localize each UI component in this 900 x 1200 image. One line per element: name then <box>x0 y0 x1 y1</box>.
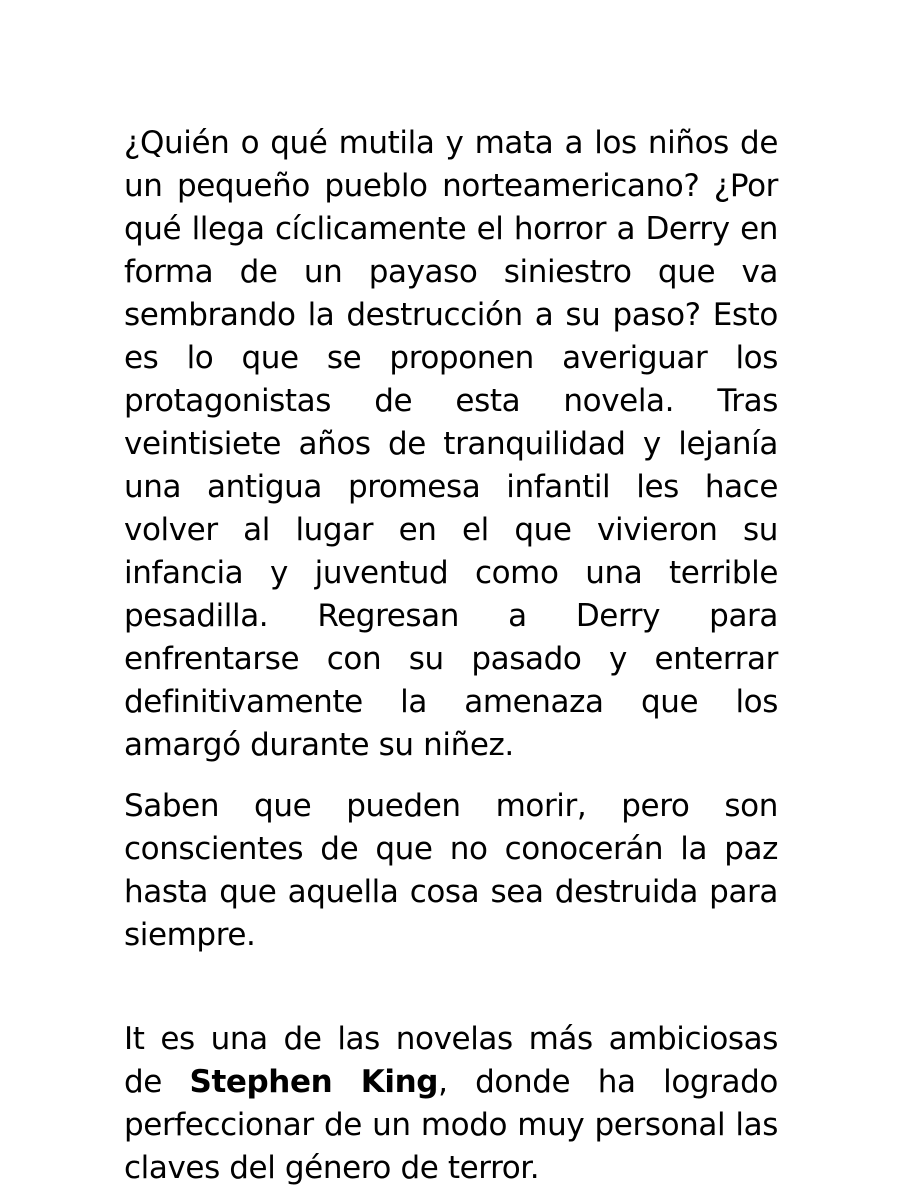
author-name: Stephen King <box>189 1064 439 1100</box>
paragraph-stakes: Saben que pueden morir, pero son conscientes de que no conocerán la paz hasta que aquella cosa sea destruida para siempre. <box>124 788 778 953</box>
paragraph-author-note <box>124 1018 778 1190</box>
author-note-text-before: It es una de las novelas más ambiciosas de <box>124 1021 778 1100</box>
body-text <box>124 122 778 1190</box>
author-note-text-after: , donde ha logrado perfeccionar de un modo muy personal las claves del género de terror. <box>124 1064 778 1186</box>
paragraph-synopsis: ¿Quién o qué mutila y mata a los niños de un pequeño pueblo norteamericano? ¿Por qué llega cíclicamente el horror a Derry en forma de un payaso siniestro que va sembrando la destrucción a su paso? Esto es lo que se proponen averiguar los protagonistas de esta novela. Tras veintisiete años de tranquilidad y lejanía una antigua promesa infantil les hace volver al lugar en el que vivieron su infancia y juventud como una terrible pesadilla. Regresan a Derry para enfrentarse con su pasado y enterrar definitivamente la amenaza que los amargó durante su niñez. <box>124 125 778 763</box>
